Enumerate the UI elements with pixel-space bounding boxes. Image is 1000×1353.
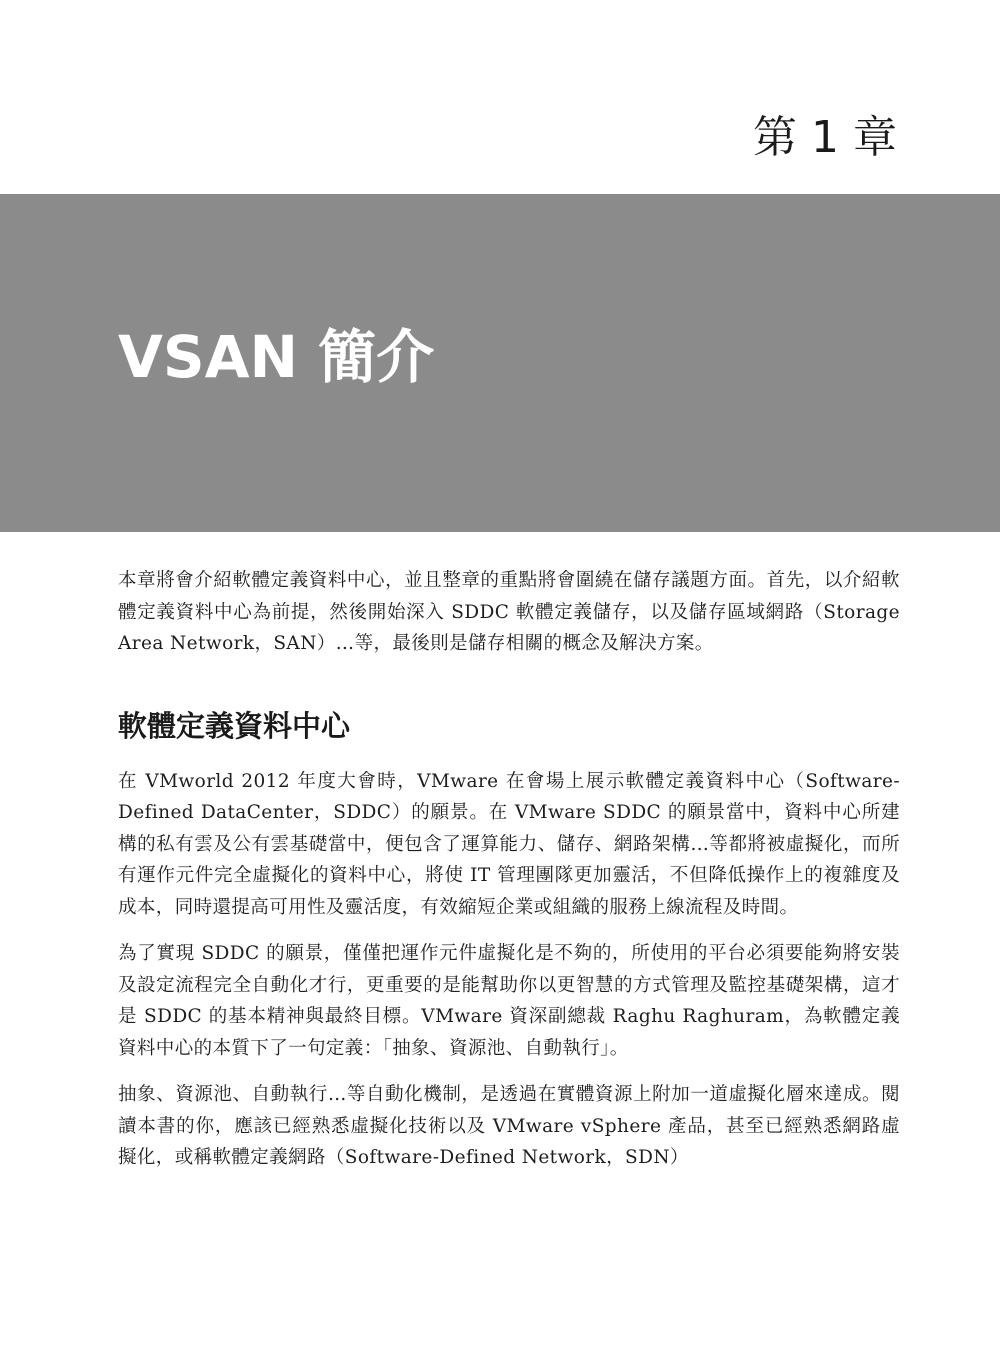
- body-paragraph: 為了實現 SDDC 的願景，僅僅把運作元件虛擬化是不夠的，所使用的平台必須要能夠將安裝及設定流程完全自動化才行，更重要的是能幫助你以更智慧的方式管理及監控基礎架構，這才是 SDDC 的基本精神與最終目標。VMware 資深副總裁 Raghu Raghuram，為軟體定義資料中心的本質下了一句定義：「抽象、資源池、自動執行」。: [118, 943, 900, 1059]
- chapter-number: 第 1 章: [753, 112, 897, 163]
- chapter-title-banner: [0, 194, 1000, 532]
- page-body: [118, 565, 900, 1174]
- section-heading: 軟體定義資料中心: [118, 708, 351, 743]
- intro-paragraph: 本章將會介紹軟體定義資料中心，並且整章的重點將會圍繞在儲存議題方面。首先，以介紹軟體定義資料中心為前提，然後開始深入 SDDC 軟體定義儲存，以及儲存區域網路（Storage Area Network，SAN）…等，最後則是儲存相關的概念及解決方案。: [118, 570, 900, 654]
- chapter-title: VSAN 簡介: [118, 323, 435, 391]
- body-paragraph: 在 VMworld 2012 年度大會時，VMware 在會場上展示軟體定義資料中心（Software-Defined DataCenter，SDDC）的願景。在 VMware SDDC 的願景當中，資料中心所建構的私有雲及公有雲基礎當中，便包含了運算能力、儲存、網路架構…等都將被虛擬化，而所有運作元件完全虛擬化的資料中心，將使 IT 管理團隊更加靈活，不但降低操作上的複雜度及成本，同時還提高可用性及靈活度，有效縮短企業或組織的服務上線流程及時間。: [118, 770, 900, 918]
- body-paragraph: 抽象、資源池、自動執行…等自動化機制，是透過在實體資源上附加一道虛擬化層來達成。閱讀本書的你，應該已經熟悉虛擬化技術以及 VMware vSphere 產品，甚至已經熟悉網路虛擬化，或稱軟體定義網路（Software-Defined Network，SDN）: [118, 1084, 900, 1168]
